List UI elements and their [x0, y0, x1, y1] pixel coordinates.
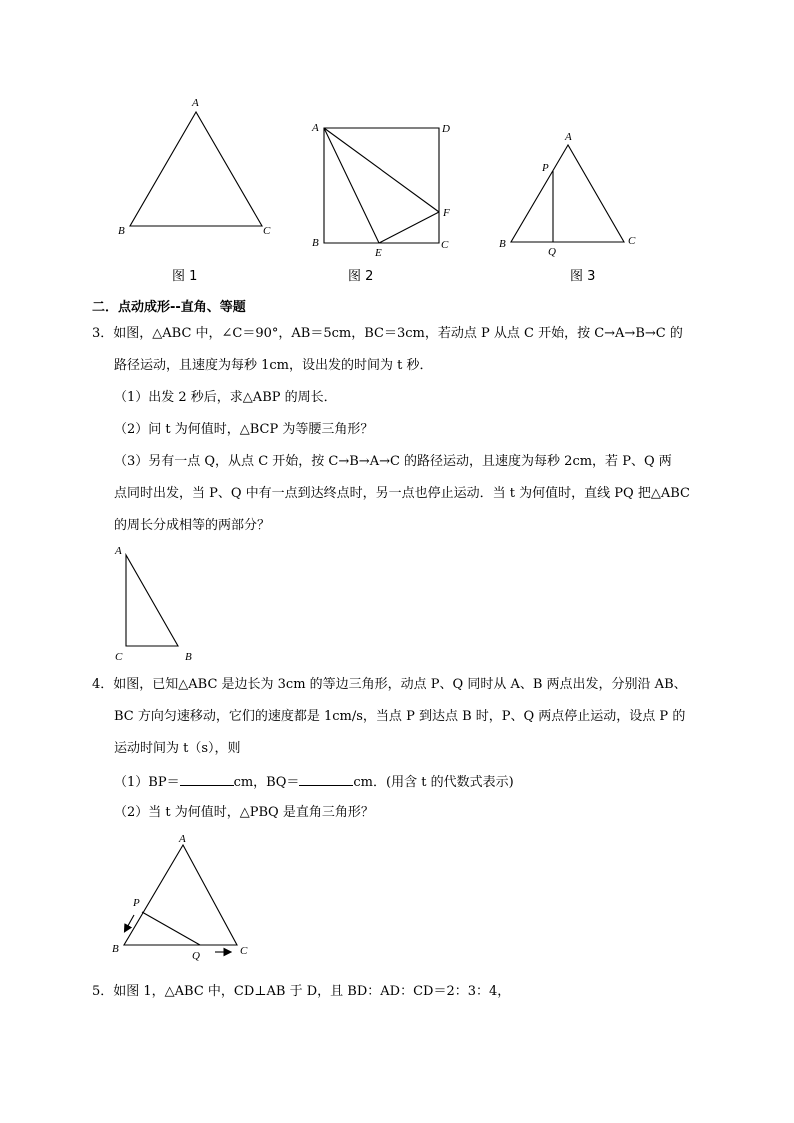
figure-3-caption: 图 3: [570, 269, 596, 284]
question-4-figure: [108, 828, 268, 966]
q3-line1: 3．如图，△ABC 中，∠C＝90°，AB＝5cm，BC＝3cm，若动点 P 从点 C 开始，按 C→A→B→C 的: [92, 326, 683, 341]
square-abcd: [324, 128, 439, 243]
vertex-c-label: C: [628, 235, 636, 247]
right-triangle-abc: [126, 555, 178, 646]
q5-line1: 5．如图 1，△ABC 中，CD⊥AB 于 D，且 BD：AD：CD＝2：3：4，: [92, 984, 511, 999]
q3-sub3-line1: （3）另有一点 Q，从点 C 开始，按 C→B→A→C 的路径运动，且速度为每秒 2cm，若 P、Q 两: [114, 454, 672, 469]
vertex-b-label: B: [118, 225, 125, 237]
q4-sub1-note: cm．(用含 t 的代数式表示): [353, 775, 514, 790]
q3-sub3-line2: 点同时出发，当 P、Q 中有一点到达终点时，另一点也停止运动．当 t 为何值时，直线 PQ 把△ABC: [114, 486, 690, 501]
point-p-label: P: [133, 897, 140, 909]
section-heading: 二．点动成形--直角、等题: [92, 300, 246, 315]
vertex-a-label: A: [115, 545, 122, 557]
segment-ef: [379, 212, 439, 243]
figure-1-triangle: [110, 95, 280, 245]
triangle-abc: [124, 845, 237, 945]
figure-2-square: [305, 115, 465, 260]
vertex-a-label: A: [179, 833, 186, 845]
q3-sub3-line3: 的周长分成相等的两部分？: [114, 518, 271, 533]
vertex-a-label: A: [192, 97, 199, 109]
segment-pq: [142, 912, 200, 945]
figure-3-triangle: [495, 128, 645, 260]
figure-2-caption: 图 2: [348, 269, 374, 284]
question-3-figure: [108, 540, 203, 665]
triangle-abc: [511, 145, 624, 242]
point-p-label: P: [542, 162, 549, 174]
q4-line2: BC 方向匀速移动，它们的速度都是 1cm/s，当点 P 到达点 B 时，P、Q 两点停止运动，设点 P 的: [114, 709, 686, 724]
vertex-a-label: A: [565, 131, 572, 143]
bp-answer-blank[interactable]: [180, 773, 234, 786]
q4-sub1-bq: cm，BQ＝: [233, 775, 300, 790]
vertex-b-label: B: [312, 237, 319, 249]
segment-ae: [324, 128, 379, 243]
vertex-b-label: B: [499, 238, 506, 250]
q4-line1: 4．如图，已知△ABC 是边长为 3cm 的等边三角形，动点 P、Q 同时从 A、B 两点出发，分别沿 AB、: [92, 677, 687, 692]
vertex-c-label: C: [240, 945, 248, 957]
vertex-c-label: C: [441, 239, 449, 251]
figure-1-caption: 图 1: [172, 269, 198, 284]
q4-line3: 运动时间为 t（s），则: [114, 741, 241, 756]
vertex-d-label: D: [442, 123, 450, 135]
q4-sub1: [114, 773, 514, 791]
arrow-along-ab: [125, 915, 134, 931]
q4-sub1-bp: （1）BP＝: [114, 775, 180, 790]
vertex-a-label: A: [312, 122, 319, 134]
vertex-f-label: F: [443, 207, 450, 219]
point-q-label: Q: [192, 950, 200, 962]
q4-sub2: （2）当 t 为何值时，△PBQ 是直角三角形？: [114, 805, 374, 820]
vertex-c-label: C: [115, 651, 123, 663]
vertex-c-label: C: [263, 225, 271, 237]
bq-answer-blank[interactable]: [299, 773, 353, 786]
vertex-b-label: B: [185, 651, 192, 663]
triangle-abc: [130, 112, 262, 226]
q3-line2: 路径运动，且速度为每秒 1cm，设出发的时间为 t 秒．: [114, 358, 433, 373]
point-q-label: Q: [548, 246, 556, 258]
q3-sub2: （2）问 t 为何值时，△BCP 为等腰三角形？: [114, 422, 374, 437]
vertex-e-label: E: [375, 247, 382, 259]
q3-sub1: （1）出发 2 秒后，求△ABP 的周长．: [114, 390, 337, 405]
segment-af: [324, 128, 439, 212]
vertex-b-label: B: [112, 943, 119, 955]
